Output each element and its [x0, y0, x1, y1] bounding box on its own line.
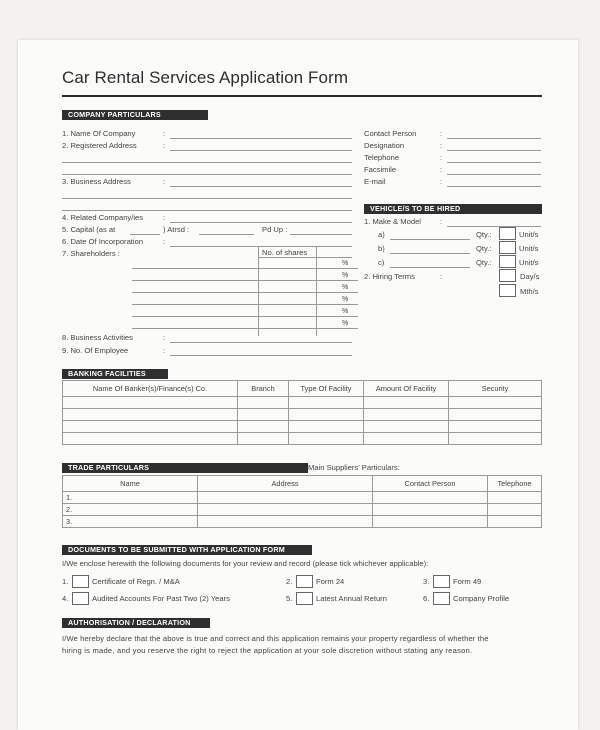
title-rule — [62, 95, 542, 97]
vehicle-b-field[interactable] — [390, 253, 470, 254]
designation-label: Designation — [364, 141, 405, 150]
company-particulars-header: COMPANY PARTICULARS — [62, 110, 208, 120]
pdup-field[interactable] — [290, 234, 352, 235]
trade-header: TRADE PARTICULARS — [62, 463, 308, 473]
employees-label: 9. No. Of Employee — [62, 346, 129, 355]
authorisation-header: AUTHORISATION / DECLARATION — [62, 618, 210, 628]
capital-label: 5. Capital (as at — [62, 225, 116, 234]
business-address-field-2[interactable] — [62, 198, 352, 199]
registered-address-label: 2. Registered Address — [62, 141, 137, 150]
doc-form24-checkbox[interactable] — [296, 575, 313, 588]
shareholder-row[interactable] — [132, 292, 358, 293]
banking-col-amount: Amount Of Facility — [364, 381, 449, 397]
table-row[interactable]: 3. — [63, 516, 542, 528]
employees-field[interactable] — [170, 355, 352, 356]
related-companies-field[interactable] — [170, 222, 352, 223]
doc-company-profile-label: Company Profile — [453, 594, 510, 603]
shareholder-row[interactable] — [132, 280, 358, 281]
atrsd-field[interactable] — [199, 234, 254, 235]
designation-field[interactable] — [447, 150, 541, 151]
doc-company-profile-checkbox[interactable] — [433, 592, 450, 605]
business-activities-field[interactable] — [170, 342, 352, 343]
capital-date-field[interactable] — [130, 234, 160, 235]
registered-address-field-3[interactable] — [62, 174, 352, 175]
table-row[interactable] — [63, 409, 542, 421]
contact-person-label: Contact Person — [364, 129, 417, 138]
doc-certificate-checkbox[interactable] — [72, 575, 89, 588]
incorporation-date-label: 6. Date Of Incorporation — [62, 237, 144, 246]
vehicles-header: VEHICLE/S TO BE HIRED — [364, 204, 542, 214]
doc-certificate-label: Certificate of Regn. / M&A — [92, 577, 180, 586]
related-companies-label: 4. Related Company/ies — [62, 213, 144, 222]
trade-table — [62, 475, 542, 528]
business-address-label: 3. Business Address — [62, 177, 131, 186]
banking-col-security: Security — [449, 381, 542, 397]
pdup-label: Pd Up : — [262, 225, 288, 234]
incorporation-date-field[interactable] — [170, 246, 352, 247]
shareholder-row[interactable] — [132, 316, 358, 317]
doc-annual-return-label: Latest Annual Return — [316, 594, 387, 603]
facsimile-label: Facsimile — [364, 165, 397, 174]
atrsd-label: ) Atrsd : — [163, 225, 190, 234]
company-name-field[interactable] — [170, 138, 352, 139]
form-page: Car Rental Services Application Form COMPANY PARTICULARS 1. Name Of Company : 2. Registered Address : 3. Business Address : Contact Person : Designation : Telephone : Facsimile : E-mail : 4. Related Company/ies : 5. Capital (as at ) Atrsd : Pd Up : 6. Date Of Incorporation : 7. Shareholders : No. of shares % % % % % % 8. Business Activities : 9. No. Of Employee : VEHICLE/S TO BE HIRED 1. Make & Model : a) Qty.: Unit/s b) Qty.: Unit/s c) Qty.: Unit/s 2. Hiring Terms : Day/s Mth/s BANKING FACILITIES Name Of Banker(s)/Finance(s) Co. Branch Type Of Facility Amount Of Facility Security TRADE PARTICULARS Main Suppliers' Particulars: Name Address Contact Person Telephone 1. 2. 3. DOCUMENTS TO BE SUBMITTED WITH APPLICATION FORM I/We enclose herewith the following documents for your review and record (please tick whichever applicable): 1. Certificate of Regn. / M&A 2. Form 24 3. Form 49 4. Audited Accounts For Past Two (2) Years 5. Latest Annual Return 6. Company Profile AUTHORISATION / DECLARATION I/We hereby declare that the above is true and correct and this application remains your property regardless of whether the hiring is made, and you reserve the right to reject the application at your sole discretion without stating any reason. — [18, 40, 578, 730]
shareholder-row[interactable] — [132, 328, 358, 329]
business-activities-label: 8. Business Activities — [62, 333, 133, 342]
doc-accounts-checkbox[interactable] — [72, 592, 89, 605]
table-row[interactable] — [63, 421, 542, 433]
registered-address-field-2[interactable] — [62, 162, 352, 163]
trade-col-name: Name — [63, 476, 198, 492]
vehicle-c-qty-box[interactable] — [499, 255, 516, 268]
telephone-field[interactable] — [447, 162, 541, 163]
hiring-days-box[interactable] — [499, 269, 516, 282]
documents-intro: I/We enclose herewith the following documents for your review and record (please tick whichever applicable): — [62, 559, 429, 568]
hiring-terms-label: 2. Hiring Terms — [364, 272, 415, 281]
documents-header: DOCUMENTS TO BE SUBMITTED WITH APPLICATION FORM — [62, 545, 312, 555]
doc-accounts-label: Audited Accounts For Past Two (2) Years — [92, 594, 230, 603]
email-label: E-mail — [364, 177, 386, 186]
business-address-field[interactable] — [170, 186, 352, 187]
shareholder-row[interactable] — [132, 304, 358, 305]
shares-header: No. of shares — [262, 248, 308, 257]
main-suppliers-label: Main Suppliers' Particulars: — [308, 463, 400, 472]
vehicle-c-field[interactable] — [390, 267, 470, 268]
hiring-months-box[interactable] — [499, 284, 516, 297]
banking-col-branch: Branch — [238, 381, 289, 397]
facsimile-field[interactable] — [447, 174, 541, 175]
banking-col-name: Name Of Banker(s)/Finance(s) Co. — [63, 381, 238, 397]
business-address-field-3[interactable] — [62, 210, 352, 211]
telephone-label: Telephone — [364, 153, 400, 162]
make-model-label: 1. Make & Model — [364, 217, 421, 226]
trade-col-telephone: Telephone — [488, 476, 542, 492]
doc-annual-return-checkbox[interactable] — [296, 592, 313, 605]
email-field[interactable] — [447, 186, 541, 187]
banking-header: BANKING FACILITIES — [62, 369, 168, 379]
declaration-text-1: I/We hereby declare that the above is true and correct and this application remains your property regardless of whether the — [62, 634, 489, 643]
registered-address-field[interactable] — [170, 150, 352, 151]
vehicle-a-qty-box[interactable] — [499, 227, 516, 240]
table-row[interactable] — [63, 433, 542, 445]
form-title: Car Rental Services Application Form — [62, 68, 349, 87]
contact-person-field[interactable] — [447, 138, 541, 139]
declaration-text-2: hiring is made, and you reserve the right to reject the application at your sole discretion without stating any reason. — [62, 646, 473, 655]
company-name-label: 1. Name Of Company — [62, 129, 136, 138]
doc-form49-checkbox[interactable] — [433, 575, 450, 588]
table-row[interactable]: 1. — [63, 492, 542, 504]
shareholder-row[interactable] — [132, 268, 358, 269]
trade-col-contact: Contact Person — [373, 476, 488, 492]
trade-col-address: Address — [198, 476, 373, 492]
banking-col-type: Type Of Facility — [289, 381, 364, 397]
doc-form49-label: Form 49 — [453, 577, 482, 586]
make-model-field[interactable] — [447, 226, 541, 227]
table-row[interactable]: 2. — [63, 504, 542, 516]
doc-form24-label: Form 24 — [316, 577, 345, 586]
banking-table — [62, 380, 542, 445]
shareholders-label: 7. Shareholders : — [62, 249, 120, 258]
vehicle-b-qty-box[interactable] — [499, 241, 516, 254]
vehicle-a-field[interactable] — [390, 239, 470, 240]
table-row[interactable] — [63, 397, 542, 409]
